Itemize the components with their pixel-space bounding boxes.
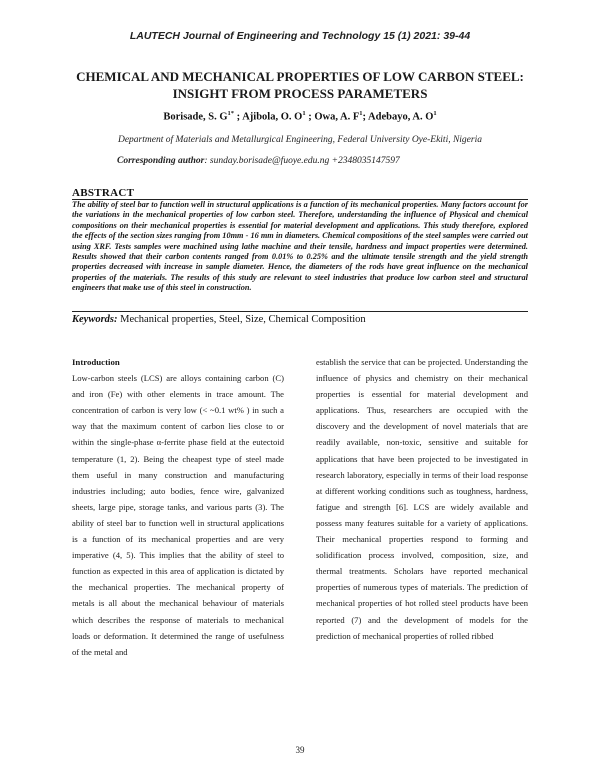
author-1-sup: 1* xyxy=(227,110,235,117)
author-2: Ajibola, O. O xyxy=(242,111,303,123)
intro-heading: Introduction xyxy=(72,357,120,367)
author-4: Adebayo, A. O xyxy=(368,111,434,123)
corresponding-author xyxy=(117,156,400,166)
affiliation: Department of Materials and Metallurgical Engineering, Federal University Oye-Ekiti, Nigeria xyxy=(117,135,482,145)
author-list xyxy=(0,110,600,123)
abstract-bottom-rule xyxy=(72,311,528,312)
corresponding-value: : sunday.borisade@fuoye.edu.ng +2348035147597 xyxy=(204,156,400,166)
author-3: Owa, A. F xyxy=(314,111,360,123)
author-separator: ; xyxy=(362,111,369,123)
author-separator: ; xyxy=(234,111,243,123)
author-4-sup: 1 xyxy=(433,110,437,117)
author-3-sup: 1 xyxy=(359,110,363,117)
paper-title: CHEMICAL AND MECHANICAL PROPERTIES OF LOW CARBON STEEL: INSIGHT FROM PROCESS PARAMETERS xyxy=(76,69,524,101)
page-number: 39 xyxy=(295,745,305,755)
corresponding-label: Corresponding author xyxy=(117,156,205,166)
journal-header: LAUTECH Journal of Engineering and Technology 15 (1) 2021: 39-44 xyxy=(129,30,471,42)
keywords-value: Mechanical properties, Steel, Size, Chemical Composition xyxy=(117,314,366,325)
intro-right-text: establish the service that can be projected. Understanding the influence of physics and chemistry on their mechanical properties is essential for material development and applications. Thus, researchers are occupied with the discovery and the development of novel materials that are readily available, non-toxic, sensitive and suitable for applications that have been projected to be investigated in research laboratory, especially in terms of their load response at different working conditions such as toughness, hardness, fatigue and strength [6]. LCS are widely available and possess many features suitable for a variety of applications. Their mechanical properties respond to forming and solidification process involved, composition, size, and thermal treatments. Scholars have reported mechanical properties of numerous types of materials. The prediction of mechanical properties of hot rolled steel products have been reported (7) and the development of models for the prediction of mechanical properties of rolled ribbed xyxy=(316,357,528,641)
intro-left-text: Low-carbon steels (LCS) are alloys containing carbon (C) and iron (Fe) with other elements in trace amount. The concentration of carbon is very low (< ~0.1 wt% ) in such a way that the maximum content of carbon lies close to or within the single-phase α-ferrite phase field at the eutectoid temperature (1, 2). Being the cheapest type of steel made them useful in many construction and manufacturing industries including; auto bodies, fence wire, galvanized sheets, large pipe, storage tanks, and various parts (3). The ability of steel bar to function well in structural applications is a function of its mechanical properties and are very imperative (4, 5). This implies that the ability of steel to function as expected in this area of application is dictated by the mechanical properties. The mechanical property of metals is all about the mechanical behaviour of materials which describes the response of materials to mechanical loads or deformation. It determined the range of usefulness of the metal and xyxy=(72,373,284,657)
abstract-text: The ability of steel bar to function well in structural applications is a function of its mechanical properties. Many factors account for the variations in the mechanical properties of low carbon steel. Therefore, understanding the influence of Physical and chemical compositions on their mechanical properties is essential for material development and applications. This study therefore, explored the effects of the section sizes ranging from 10mm - 16 mm in diameters. Chemical compositions of the steel samples were carried out using XRF. Tests samples were machined using lathe machine and their tensile, hardness and impact properties were determined. Results showed that their carbon contents ranged from 0.01% to 0.25% and the ultimate tensile strength and the yield strength properties decreased with increase in sample diameter. Hence, the diameters of the rods have great influence on the mechanical properties of the materials. The results of this study are relevant to steel industries that produce low carbon steel and structural engineers that make use of this steel in construction. xyxy=(72,200,528,293)
keywords xyxy=(72,314,528,325)
author-separator: ; xyxy=(305,111,315,123)
author-1: Borisade, S. G xyxy=(163,111,228,123)
left-column xyxy=(72,354,284,660)
author-2-sup: 1 xyxy=(302,110,306,117)
abstract-heading: ABSTRACT xyxy=(72,187,135,199)
right-column xyxy=(316,354,528,644)
keywords-label: Keywords: xyxy=(72,314,118,325)
